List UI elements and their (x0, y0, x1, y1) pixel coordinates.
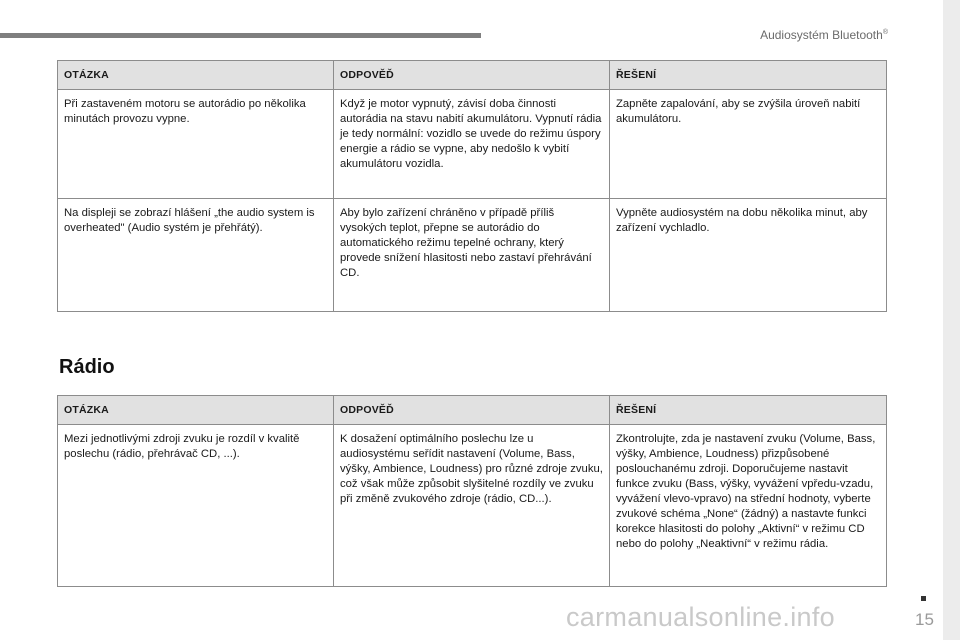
question-cell: Na displeji se zobrazí hlášení „the audio system is overheated" (Audio systém je přehřátý). (58, 199, 334, 312)
solution-cell: Vypněte audiosystém na dobu několika minut, aby zařízení vychladlo. (610, 199, 887, 312)
question-cell: Při zastaveném motoru se autorádio po několika minutách provozu vypne. (58, 90, 334, 199)
troubleshooting-table-radio (57, 395, 887, 587)
table-row (58, 90, 887, 199)
page-marker (921, 596, 926, 601)
troubleshooting-table-general (57, 60, 887, 312)
answer-cell: Aby bylo zařízení chráněno v případě příliš vysokých teplot, přepne se autorádio do automatického režimu tepelné ochrany, který provede snížení hlasitosti nebo zastaví přehrávání CD. (334, 199, 610, 312)
page-number: 15 (915, 610, 934, 629)
solution-cell: Zapněte zapalování, aby se zvýšila úroveň nabití akumulátoru. (610, 90, 887, 199)
table-row (58, 199, 887, 312)
table-header-row (58, 61, 887, 90)
section-title-radio: Rádio (59, 356, 115, 378)
solution-cell: Zkontrolujte, zda je nastavení zvuku (Volume, Bass, výšky, Ambience, Loudness) přizpůsobené poslouchanému zdroji. Doporučujeme nastavit funkce zvuku (Bass, výšky, vyvážení vpředu-vzadu, vyvážení vlevo-vpravo) na střední hodnoty, vyberte zvukové schéma „None“ (žádný) a nastavte funkci korekce hlasitosti do polohy „Aktivní“ v režimu CD nebo do polohy „Neaktivní“ v režimu rádia. (610, 425, 887, 587)
answer-cell: K dosažení optimálního poslechu lze u audiosystému seřídit nastavení (Volume, Bass, výšky, Ambience, Loudness) pro různé zdroje zvuku, což však může způsobit slyšitelné rozdíly ve zvuku při změně zvukového zdroje (rádio, CD...). (334, 425, 610, 587)
answer-cell: Když je motor vypnutý, závisí doba činnosti autorádia na stavu nabití akumulátoru. Vypnutí rádia je tedy normální: vozidlo se uvede do režimu úspory energie a rádio se vypne, aby nedošlo k vybití akumulátoru vozidla. (334, 90, 610, 199)
header-bar (0, 33, 481, 38)
column-header-solution: ŘEŠENÍ (610, 396, 887, 425)
column-header-solution: ŘEŠENÍ (610, 61, 887, 90)
column-header-question: OTÁZKA (58, 61, 334, 90)
column-header-answer: ODPOVĚĎ (334, 61, 610, 90)
table-header-row (58, 396, 887, 425)
watermark: carmanualsonline.info (566, 602, 835, 632)
page-edge-strip (943, 0, 960, 640)
column-header-question: OTÁZKA (58, 396, 334, 425)
column-header-answer: ODPOVĚĎ (334, 396, 610, 425)
table-row (58, 425, 887, 587)
question-cell: Mezi jednotlivými zdroji zvuku je rozdíl v kvalitě poslechu (rádio, přehrávač CD, ...). (58, 425, 334, 587)
page-header-title: Audiosystém Bluetooth® (760, 28, 888, 42)
